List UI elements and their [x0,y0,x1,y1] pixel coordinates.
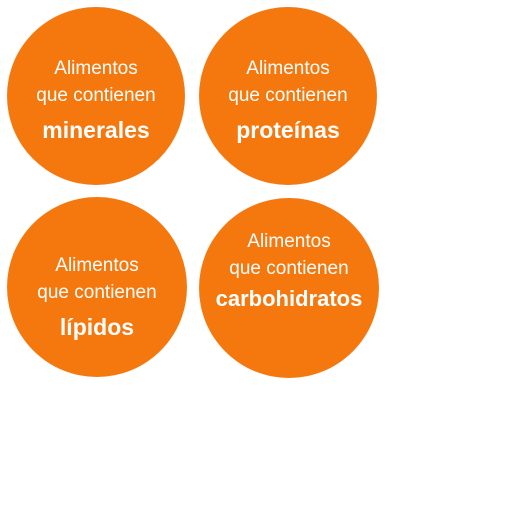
card-content [216,228,363,314]
card-line-1: Alimentos [247,231,331,252]
card-line-1: Alimentos [246,58,330,79]
card-nutrient: lípidos [59,314,135,340]
card-nutrient: carbohidratos [215,286,363,311]
card-carbohydrates[interactable] [199,198,379,378]
card-line-2: que contienen [229,258,349,279]
card-content [37,252,156,342]
card-nutrient: minerales [42,117,150,143]
card-proteins[interactable] [199,7,377,185]
card-minerals[interactable] [7,7,185,185]
card-content [228,55,347,145]
card-line-1: Alimentos [54,58,138,79]
card-line-2: que contienen [37,282,157,303]
card-line-2: que contienen [36,85,156,106]
card-line-1: Alimentos [55,255,139,276]
card-nutrient: proteínas [236,117,340,143]
card-content [36,55,155,145]
card-line-2: que contienen [228,85,348,106]
card-lipids[interactable] [7,197,187,377]
